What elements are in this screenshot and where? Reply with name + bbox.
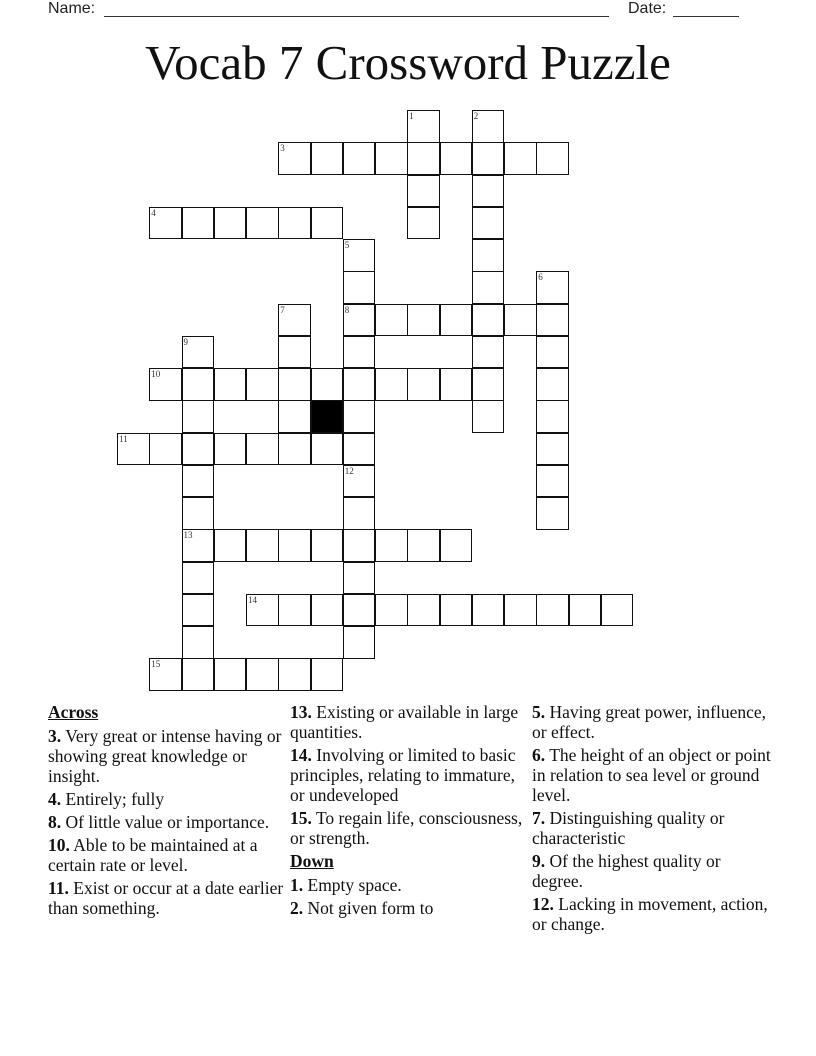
crossword-cell[interactable] [278,207,311,240]
crossword-cell[interactable] [375,368,408,401]
crossword-cell[interactable] [472,175,505,208]
crossword-cell[interactable] [278,400,311,433]
crossword-cell[interactable] [343,594,376,627]
clue-number: 13. [290,702,312,722]
crossword-cell[interactable] [536,433,569,466]
clue-number: 7. [532,808,546,828]
clue-item [48,789,288,809]
clue-item [48,726,288,786]
clue-text: Involving or limited to basic principles, relating to immature, or undeveloped [290,745,516,805]
crossword-cell[interactable] [472,239,505,272]
clue-item [290,745,526,805]
crossword-cell[interactable] [536,336,569,369]
cell-number: 13 [183,530,193,541]
clue-item [532,894,772,934]
crossword-cell[interactable] [343,271,376,304]
cell-number: 15 [151,659,161,670]
crossword-cell[interactable] [343,400,376,433]
crossword-cell[interactable] [182,433,215,466]
cell-number: 11 [119,433,128,444]
clue-number: 4. [48,789,62,809]
name-label: Name: [48,0,96,17]
crossword-cell[interactable] [440,529,473,562]
crossword-cell[interactable] [214,368,247,401]
clue-item [532,702,772,742]
crossword-cell[interactable] [440,368,473,401]
crossword-cell[interactable] [536,497,569,530]
clues-column-3 [532,702,772,937]
cell-number: 4 [151,207,156,218]
crossword-cell[interactable] [440,142,473,175]
crossword-cell[interactable] [117,433,150,466]
cell-number: 12 [344,465,354,476]
clue-text: To regain life, consciousness, or strength. [290,808,523,848]
clue-heading: Across [48,702,99,722]
clue-number: 14. [290,745,312,765]
crossword-cell[interactable] [375,529,408,562]
crossword-cell[interactable] [343,304,376,337]
crossword-cell[interactable] [214,433,247,466]
clue-number: 15. [290,808,312,828]
crossword-cell[interactable] [504,594,537,627]
cell-number: 7 [280,304,285,315]
crossword-cell[interactable] [246,529,279,562]
crossword-cell[interactable] [407,368,440,401]
clue-item [532,851,772,891]
cell-number: 14 [248,594,257,605]
clue-number: 5. [532,702,546,722]
crossword-cell[interactable] [407,594,440,627]
clue-number: 11. [48,878,69,898]
crossword-cell[interactable] [407,529,440,562]
crossword-cell[interactable] [311,207,344,240]
crossword-cell[interactable] [343,433,376,466]
crossword-cell[interactable] [246,658,279,691]
clue-text: Having great power, influence, or effect. [532,702,767,742]
crossword-cell[interactable] [440,304,473,337]
crossword-cell[interactable] [343,497,376,530]
clue-item [290,898,526,918]
crossword-cell[interactable] [246,368,279,401]
crossword-cell[interactable] [343,529,376,562]
crossword-cell[interactable] [407,142,440,175]
crossword-cell[interactable] [375,304,408,337]
crossword-cell[interactable] [182,529,215,562]
crossword-cell[interactable] [343,336,376,369]
clues-column-2 [290,702,526,921]
crossword-cell[interactable] [278,142,311,175]
crossword-cell[interactable] [536,465,569,498]
crossword-cell[interactable] [182,207,215,240]
crossword-cell[interactable] [182,497,215,530]
crossword-cell[interactable] [278,368,311,401]
crossword-cell[interactable] [407,207,440,240]
crossword-cell[interactable] [311,529,344,562]
clue-text: Existing or available in large quantities. [290,702,519,742]
cell-number: 8 [344,304,350,315]
crossword-cell[interactable] [536,304,569,337]
crossword-cell[interactable] [182,626,215,659]
crossword-cell[interactable] [343,626,376,659]
crossword-cell[interactable] [182,562,215,595]
crossword-cell[interactable] [214,529,247,562]
crossword-cell[interactable] [311,368,344,401]
clue-text: Empty space. [307,875,402,895]
cell-number: 10 [151,369,161,379]
crossword-cell[interactable] [504,304,537,337]
crossword-cell[interactable] [149,368,182,401]
crossword-cell[interactable] [472,400,505,433]
clue-text: Not given form to [307,898,434,918]
crossword-cell[interactable] [504,142,537,175]
crossword-cell[interactable] [472,142,505,175]
crossword-cell[interactable] [149,433,182,466]
clue-number: 9. [532,851,546,871]
clues-column-1 [48,702,288,921]
clue-heading: Down [290,851,334,871]
crossword-cell[interactable] [536,368,569,401]
crossword-cell[interactable] [407,175,440,208]
clue-item [290,702,526,742]
crossword-cell[interactable] [214,207,247,240]
crossword-cell[interactable] [278,304,311,337]
crossword-cell[interactable] [536,271,569,304]
crossword-cell[interactable] [343,465,376,498]
crossword-cell[interactable] [375,142,408,175]
cell-number: 9 [183,336,188,347]
crossword-cell[interactable] [472,368,505,401]
crossword-cell[interactable] [311,658,344,691]
crossword-cell[interactable] [246,594,279,627]
crossword-cell[interactable] [472,110,505,143]
crossword-cell[interactable] [407,304,440,337]
crossword-cell[interactable] [182,658,215,691]
crossword-cell[interactable] [278,594,311,627]
clue-number: 10. [48,835,70,855]
clue-item [48,835,288,875]
clue-number: 3. [48,726,62,746]
crossword-cell[interactable] [375,594,408,627]
crossword-cell[interactable] [214,658,247,691]
crossword-cell[interactable] [278,529,311,562]
clue-item [48,878,288,918]
crossword-cell[interactable] [343,142,376,175]
crossword-cell[interactable] [182,336,215,369]
cell-number: 3 [280,143,285,154]
black-cell [311,400,344,433]
clue-text: Distinguishing quality or characteristic [532,808,725,848]
crossword-cell[interactable] [536,594,569,627]
crossword-cell[interactable] [440,594,473,627]
crossword-cell[interactable] [407,110,440,143]
crossword-cell[interactable] [311,594,344,627]
cell-number: 2 [473,111,479,121]
crossword-cell[interactable] [246,433,279,466]
crossword-cell[interactable] [536,142,569,175]
crossword-cell[interactable] [472,336,505,369]
page-title: Vocab 7 Crossword Puzzle [145,35,671,90]
clue-item [532,745,772,805]
crossword-cell[interactable] [343,239,376,272]
clue-text: Of little value or importance. [65,812,270,832]
cell-number: 5 [344,240,350,250]
crossword-cell[interactable] [182,400,215,433]
crossword-cell[interactable] [569,594,602,627]
crossword-cell[interactable] [311,142,344,175]
crossword-cell[interactable] [536,400,569,433]
clue-text: The height of an object or point in relation to sea level or ground level. [532,745,771,805]
clue-number: 12. [532,894,554,914]
crossword-cell[interactable] [182,465,215,498]
clue-number: 1. [290,875,304,895]
crossword-cell[interactable] [149,207,182,240]
crossword-cell[interactable] [278,433,311,466]
clue-item [532,808,772,848]
clue-number: 6. [532,745,546,765]
date-label: Date: [628,0,667,17]
crossword-cell[interactable] [278,336,311,369]
clue-number: 8. [48,812,62,832]
crossword-cell[interactable] [601,594,634,627]
clue-item [48,812,288,832]
crossword-cell[interactable] [278,658,311,691]
clue-text: Lacking in movement, action, or change. [532,894,768,934]
clue-number: 2. [290,898,304,918]
crossword-cell[interactable] [472,271,505,304]
crossword-cell[interactable] [182,594,215,627]
crossword-cell[interactable] [182,368,215,401]
crossword-cell[interactable] [472,207,505,240]
crossword-cell[interactable] [149,658,182,691]
crossword-cell[interactable] [246,207,279,240]
clue-item [290,875,526,895]
crossword-cell[interactable] [311,433,344,466]
clue-text: Able to be maintained at a certain rate or level. [48,835,258,875]
crossword-cell[interactable] [472,304,505,337]
cell-number: 6 [538,272,543,283]
cell-number: 1 [409,111,414,121]
clue-text: Entirely; fully [65,789,165,809]
crossword-cell[interactable] [343,368,376,401]
clue-item [290,808,526,848]
clue-text: Exist or occur at a date earlier than something. [48,878,284,918]
clue-text: Of the highest quality or degree. [532,851,721,891]
clue-text: Very great or intense having or showing great knowledge or insight. [48,726,282,786]
crossword-cell[interactable] [472,594,505,627]
crossword-cell[interactable] [343,562,376,595]
